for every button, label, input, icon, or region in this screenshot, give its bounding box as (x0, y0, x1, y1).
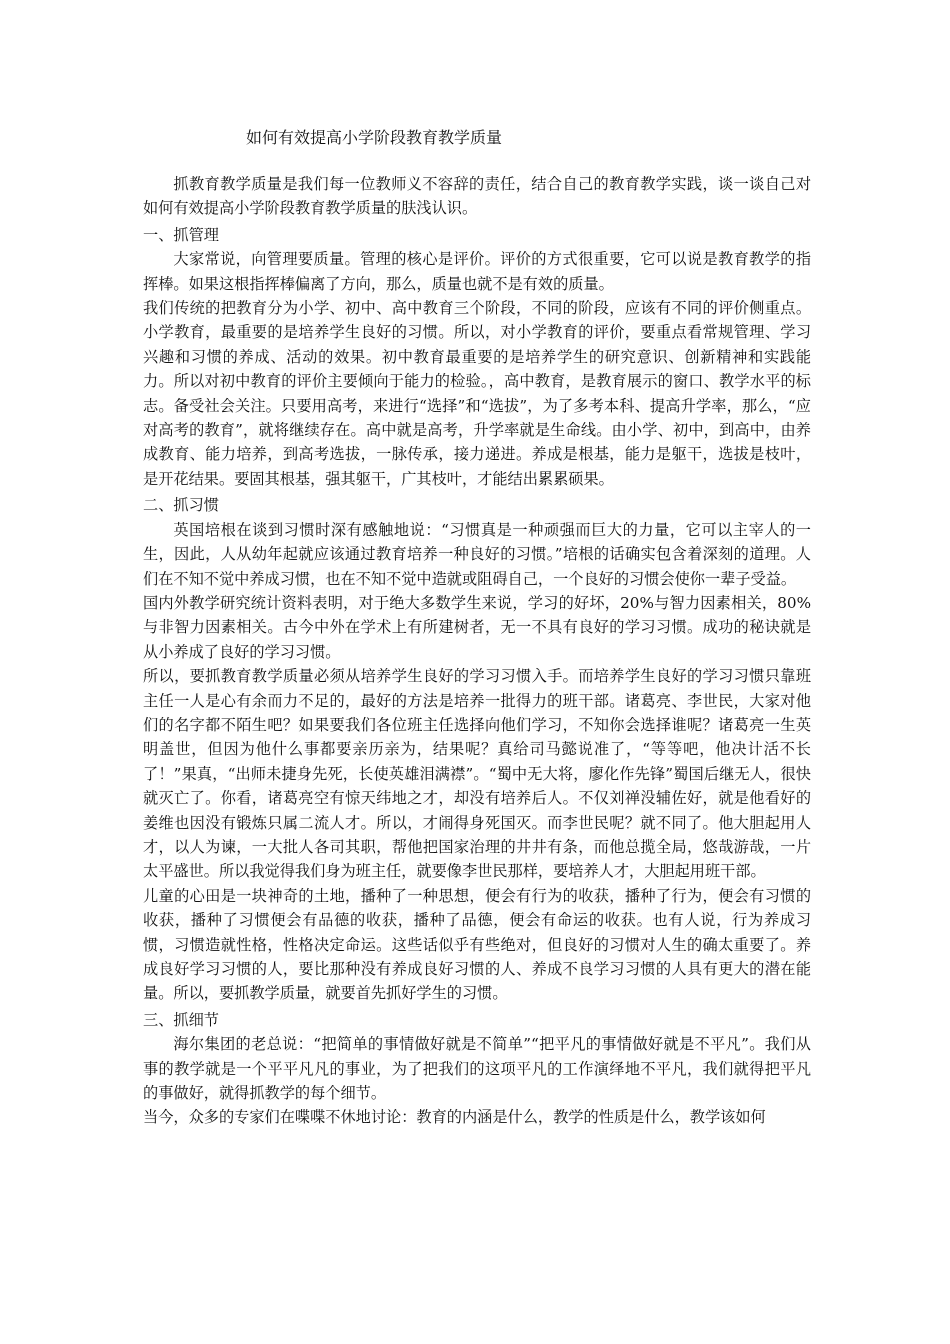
section-heading-management: 一、抓管理 (143, 225, 219, 244)
paragraph: 大家常说，向管理要质量。管理的核心是评价。评价的方式很重要，它可以说是教育教学的指挥棒。如果这根指挥棒偏离了方向，那么，质量也就不是有效的质量。 (143, 250, 811, 293)
paragraph: 海尔集团的老总说：“把简单的事情做好就是不简单”“把平凡的事情做好就是不平凡”。我们从事的教学就是一个平平凡凡的事业，为了把我们的这项平凡的工作演绎地不平凡，我们就得把平凡的事做好，就得抓教学的每个细节。 (143, 1035, 811, 1103)
paragraph: 儿童的心田是一块神奇的土地，播种了一种思想，便会有行为的收获，播种了行为，便会有习惯的收获，播种了习惯便会有品德的收获，播种了品德，便会有命运的收获。也有人说，行为养成习惯，习惯造就性格，性格决定命运。这些话似乎有些绝对，但良好的习惯对人生的确太重要了。养成良好学习习惯的人，要比那种没有养成良好习惯的人、养成不良学习习惯的人具有更大的潜在能量。所以，要抓教学质量，就要首先抓好学生的习惯。 (143, 886, 811, 1003)
section-heading-habits: 二、抓习惯 (143, 496, 219, 515)
paragraph: 国内外教学研究统计资料表明，对于绝大多数学生来说，学习的好坏，20%与智力因素相关，80%与非智力因素相关。古今中外在学术上有所建树者，无一不具有良好的学习习惯。成功的秘诀就是从小养成了良好的学习习惯。 (143, 593, 811, 661)
section-heading-details: 三、抓细节 (143, 1010, 219, 1029)
paragraph: 我们传统的把教育分为小学、初中、高中教育三个阶段，不同的阶段，应该有不同的评价侧重点。小学教育，最重要的是培养学生良好的习惯。所以，对小学教育的评价，要重点看常规管理、学习兴趣和习惯的养成、活动的效果。初中教育最重要的是培养学生的研究意识、创新精神和实践能力。所以对初中教育的评价主要倾向于能力的检验。，高中教育，是教育展示的窗口、教学水平的标志。备受社会关注。只要用高考，来进行“选择”和“选拔”，为了多考本科、提高升学率，那么，“应对高考的教育”，就将继续存在。高中就是高考，升学率就是生命线。由小学、初中，到高中，由养成教育、能力培养，到高考选拔，一脉传承，接力递进。养成是根基，能力是躯干，选拔是枝叶，是开花结果。要固其根基，强其躯干，广其枝叶，才能结出累累硕果。 (143, 299, 811, 488)
paragraph: 英国培根在谈到习惯时深有感触地说：“习惯真是一种顽强而巨大的力量，它可以主宰人的一生，因此，人从幼年起就应该通过教育培养一种良好的习惯。”培根的话确实包含着深刻的道理。人们在不知不觉中养成习惯，也在不知不觉中造就或阻碍自己，一个良好的习惯会使你一辈子受益。 (143, 520, 811, 588)
document-body (143, 172, 811, 1130)
document-title: 如何有效提高小学阶段教育教学质量 (246, 128, 503, 147)
paragraph: 当今，众多的专家们在喋喋不休地讨论：教育的内涵是什么，教学的性质是什么，教学该如何 (143, 1108, 766, 1127)
paragraph: 所以，要抓教育教学质量必须从培养学生良好的学习习惯入手。而培养学生良好的学习习惯只靠班主任一人是心有余而力不足的，最好的方法是培养一批得力的班干部。诸葛亮、李世民，大家对他们的名字都不陌生吧？如果要我们各位班主任选择向他们学习，不知你会选择谁呢？诸葛亮一生英明盖世，但因为他什么事都要亲历亲为，结果呢？真给司马懿说准了，“等等吧，他决计活不长了！”果真，“出师未捷身先死，长使英雄泪满襟”。“蜀中无大将，廖化作先锋”蜀国后继无人，很快就灭亡了。你看，诸葛亮空有惊天纬地之才，却没有培养后人。不仅刘禅没辅佐好，就是他看好的姜维也因没有锻炼只属二流人才。所以，才闹得身死国灭。而李世民呢？就不同了。他大胆起用人才，以人为谏，一大批人各司其职，帮他把国家治理的井井有条，而他总揽全局，悠哉游哉，一片太平盛世。所以我觉得我们身为班主任，就要像李世民那样，要培养人才，大胆起用班干部。 (143, 667, 811, 881)
intro-paragraph: 抓教育教学质量是我们每一位教师义不容辞的责任，结合自己的教育教学实践，谈一谈自己对如何有效提高小学阶段教育教学质量的肤浅认识。 (143, 175, 811, 218)
